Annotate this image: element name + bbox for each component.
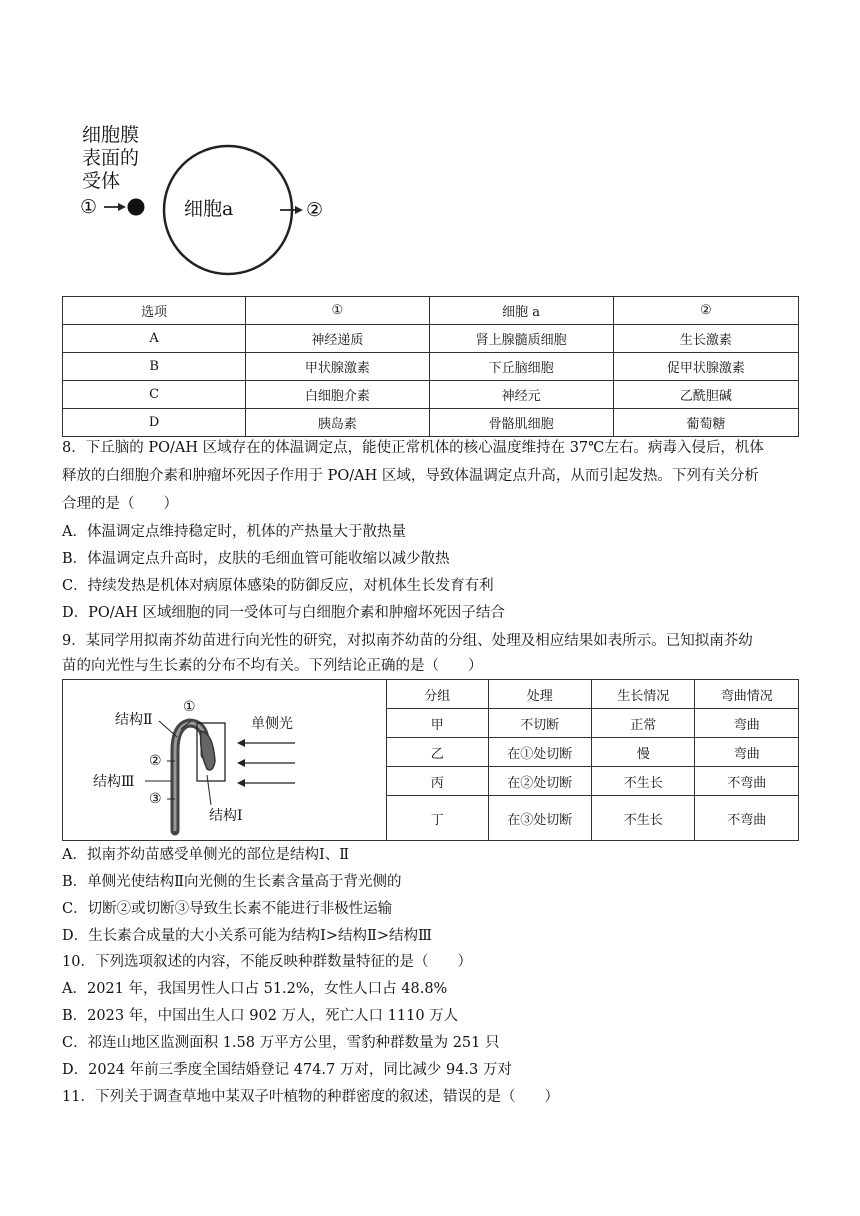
table-cell: 不弯曲	[695, 767, 799, 796]
q9-stem-line2: 苗的向光性与生长素的分布不均有关。下列结论正确的是（ ）	[62, 658, 483, 674]
table-cell: 在①处切断	[488, 738, 591, 767]
q11-stem: 11．下列关于调查草地中某双子叶植物的种群密度的叙述，错误的是（ ）	[62, 1089, 559, 1105]
q10-option-a: A．2021 年，我国男性人口占 51.2%，女性人口占 48.8%	[62, 981, 448, 997]
q8-stem-line3: 合理的是（ ）	[62, 496, 178, 512]
header-cell: 生长情况	[591, 680, 694, 709]
q9-option-b: B．单侧光使结构Ⅱ向光侧的生长素含量高于背光侧的	[62, 874, 402, 890]
table-cell: 甲	[387, 709, 489, 738]
table-cell: 葡萄糖	[613, 409, 798, 437]
table-cell: 在②处切断	[488, 767, 591, 796]
label-mark-2: ②	[149, 753, 162, 769]
table-row	[63, 325, 799, 353]
table-cell: 不生长	[591, 796, 694, 841]
q10-stem: 10．下列选项叙述的内容，不能反映种群数量特征的是（ ）	[62, 954, 472, 970]
cell-label: 细胞a	[184, 198, 234, 220]
header-cell: 分组	[387, 680, 489, 709]
header-cell: 细胞 a	[429, 297, 613, 325]
q8-option-d: D．PO/AH 区域细胞的同一受体可与白细胞介素和肿瘤坏死因子结合	[62, 605, 505, 621]
options-table	[62, 296, 799, 437]
label-structure-1: 结构Ⅰ	[209, 808, 243, 824]
input-label: ①	[80, 196, 98, 218]
cotyledon	[201, 731, 215, 770]
table-cell: D	[63, 409, 246, 437]
light-arrows	[237, 739, 295, 787]
q8-stem-line2: 释放的白细胞介素和肿瘤坏死因子作用于 PO/AH 区域，导致体温调定点升高，从而引起发热。下列有关分析	[62, 468, 759, 484]
table-cell: 弯曲	[695, 738, 799, 767]
experiment-table	[62, 679, 799, 841]
receptor-label-line2: 表面的	[82, 147, 140, 169]
header-cell: ①	[246, 297, 429, 325]
label-unilateral-light: 单侧光	[251, 716, 293, 732]
header-cell: 处理	[488, 680, 591, 709]
cell-receptor-figure	[70, 110, 350, 290]
table-cell: 促甲状腺激素	[613, 353, 798, 381]
table-cell: 神经元	[429, 381, 613, 409]
q8-stem-line1: 8．下丘脑的 PO/AH 区域存在的体温调定点，能使正常机体的核心温度维持在 37℃左右。病毒入侵后，机体	[62, 440, 764, 456]
table-row	[63, 381, 799, 409]
table-cell: B	[63, 353, 246, 381]
table-header-row	[63, 680, 799, 709]
table-cell: 弯曲	[695, 709, 799, 738]
seedling-figure-cell	[63, 680, 387, 841]
q8-option-a: A．体温调定点维持稳定时，机体的产热量大于散热量	[62, 524, 406, 540]
label-mark-3: ③	[149, 791, 162, 807]
table-cell: 白细胞介素	[246, 381, 429, 409]
q10-option-c: C．祁连山地区监测面积 1.58 万平方公里，雪豹种群数量为 251 只	[62, 1035, 500, 1051]
table-cell: 在③处切断	[488, 796, 591, 841]
q9-stem-line1: 9．某同学用拟南芥幼苗进行向光性的研究，对拟南芥幼苗的分组、处理及相应结果如表所示。已知拟南芥幼	[62, 633, 753, 649]
table-cell: 不弯曲	[695, 796, 799, 841]
table-cell: 不切断	[488, 709, 591, 738]
table-cell: A	[63, 325, 246, 353]
table-cell: 骨骼肌细胞	[429, 409, 613, 437]
table-cell: 下丘脑细胞	[429, 353, 613, 381]
q9-option-c: C．切断②或切断③导致生长素不能进行非极性运输	[62, 901, 393, 917]
table-row	[63, 409, 799, 437]
label-mark-1: ①	[183, 699, 196, 715]
receptor-dot	[128, 199, 145, 216]
output-label: ②	[306, 199, 324, 221]
table-cell: 乙	[387, 738, 489, 767]
header-cell: 选项	[63, 297, 246, 325]
table-cell: 慢	[591, 738, 694, 767]
header-cell: ②	[613, 297, 798, 325]
table-cell: 生长激素	[613, 325, 798, 353]
table-cell: 正常	[591, 709, 694, 738]
q10-option-d: D．2024 年前三季度全国结婚登记 474.7 万对，同比减少 94.3 万对	[62, 1062, 512, 1078]
receptor-label-line1: 细胞膜	[82, 124, 140, 146]
table-cell: 神经递质	[246, 325, 429, 353]
table-row	[63, 353, 799, 381]
table-cell: 甲状腺激素	[246, 353, 429, 381]
label-structure-2: 结构Ⅱ	[115, 712, 153, 728]
q9-option-d: D．生长素合成量的大小关系可能为结构Ⅰ>结构Ⅱ>结构Ⅲ	[62, 928, 432, 944]
q8-option-c: C．持续发热是机体对病原体感染的防御反应，对机体生长发育有利	[62, 578, 494, 594]
table-cell: 乙酰胆碱	[613, 381, 798, 409]
header-cell: 弯曲情况	[695, 680, 799, 709]
table-cell: 丙	[387, 767, 489, 796]
table-header-row	[63, 297, 799, 325]
seedling-figure	[63, 681, 386, 839]
q9-option-a: A．拟南芥幼苗感受单侧光的部位是结构Ⅰ、Ⅱ	[62, 847, 350, 863]
table-cell: 肾上腺髓质细胞	[429, 325, 613, 353]
table-cell: 胰岛素	[246, 409, 429, 437]
table-cell: C	[63, 381, 246, 409]
q8-option-b: B．体温调定点升高时，皮肤的毛细血管可能收缩以减少散热	[62, 551, 450, 567]
receptor-label-line3: 受体	[82, 170, 121, 192]
table-cell: 丁	[387, 796, 489, 841]
q10-option-b: B．2023 年，中国出生人口 902 万人，死亡人口 1110 万人	[62, 1008, 459, 1024]
table-cell: 不生长	[591, 767, 694, 796]
label-structure-3: 结构Ⅲ	[93, 774, 135, 790]
